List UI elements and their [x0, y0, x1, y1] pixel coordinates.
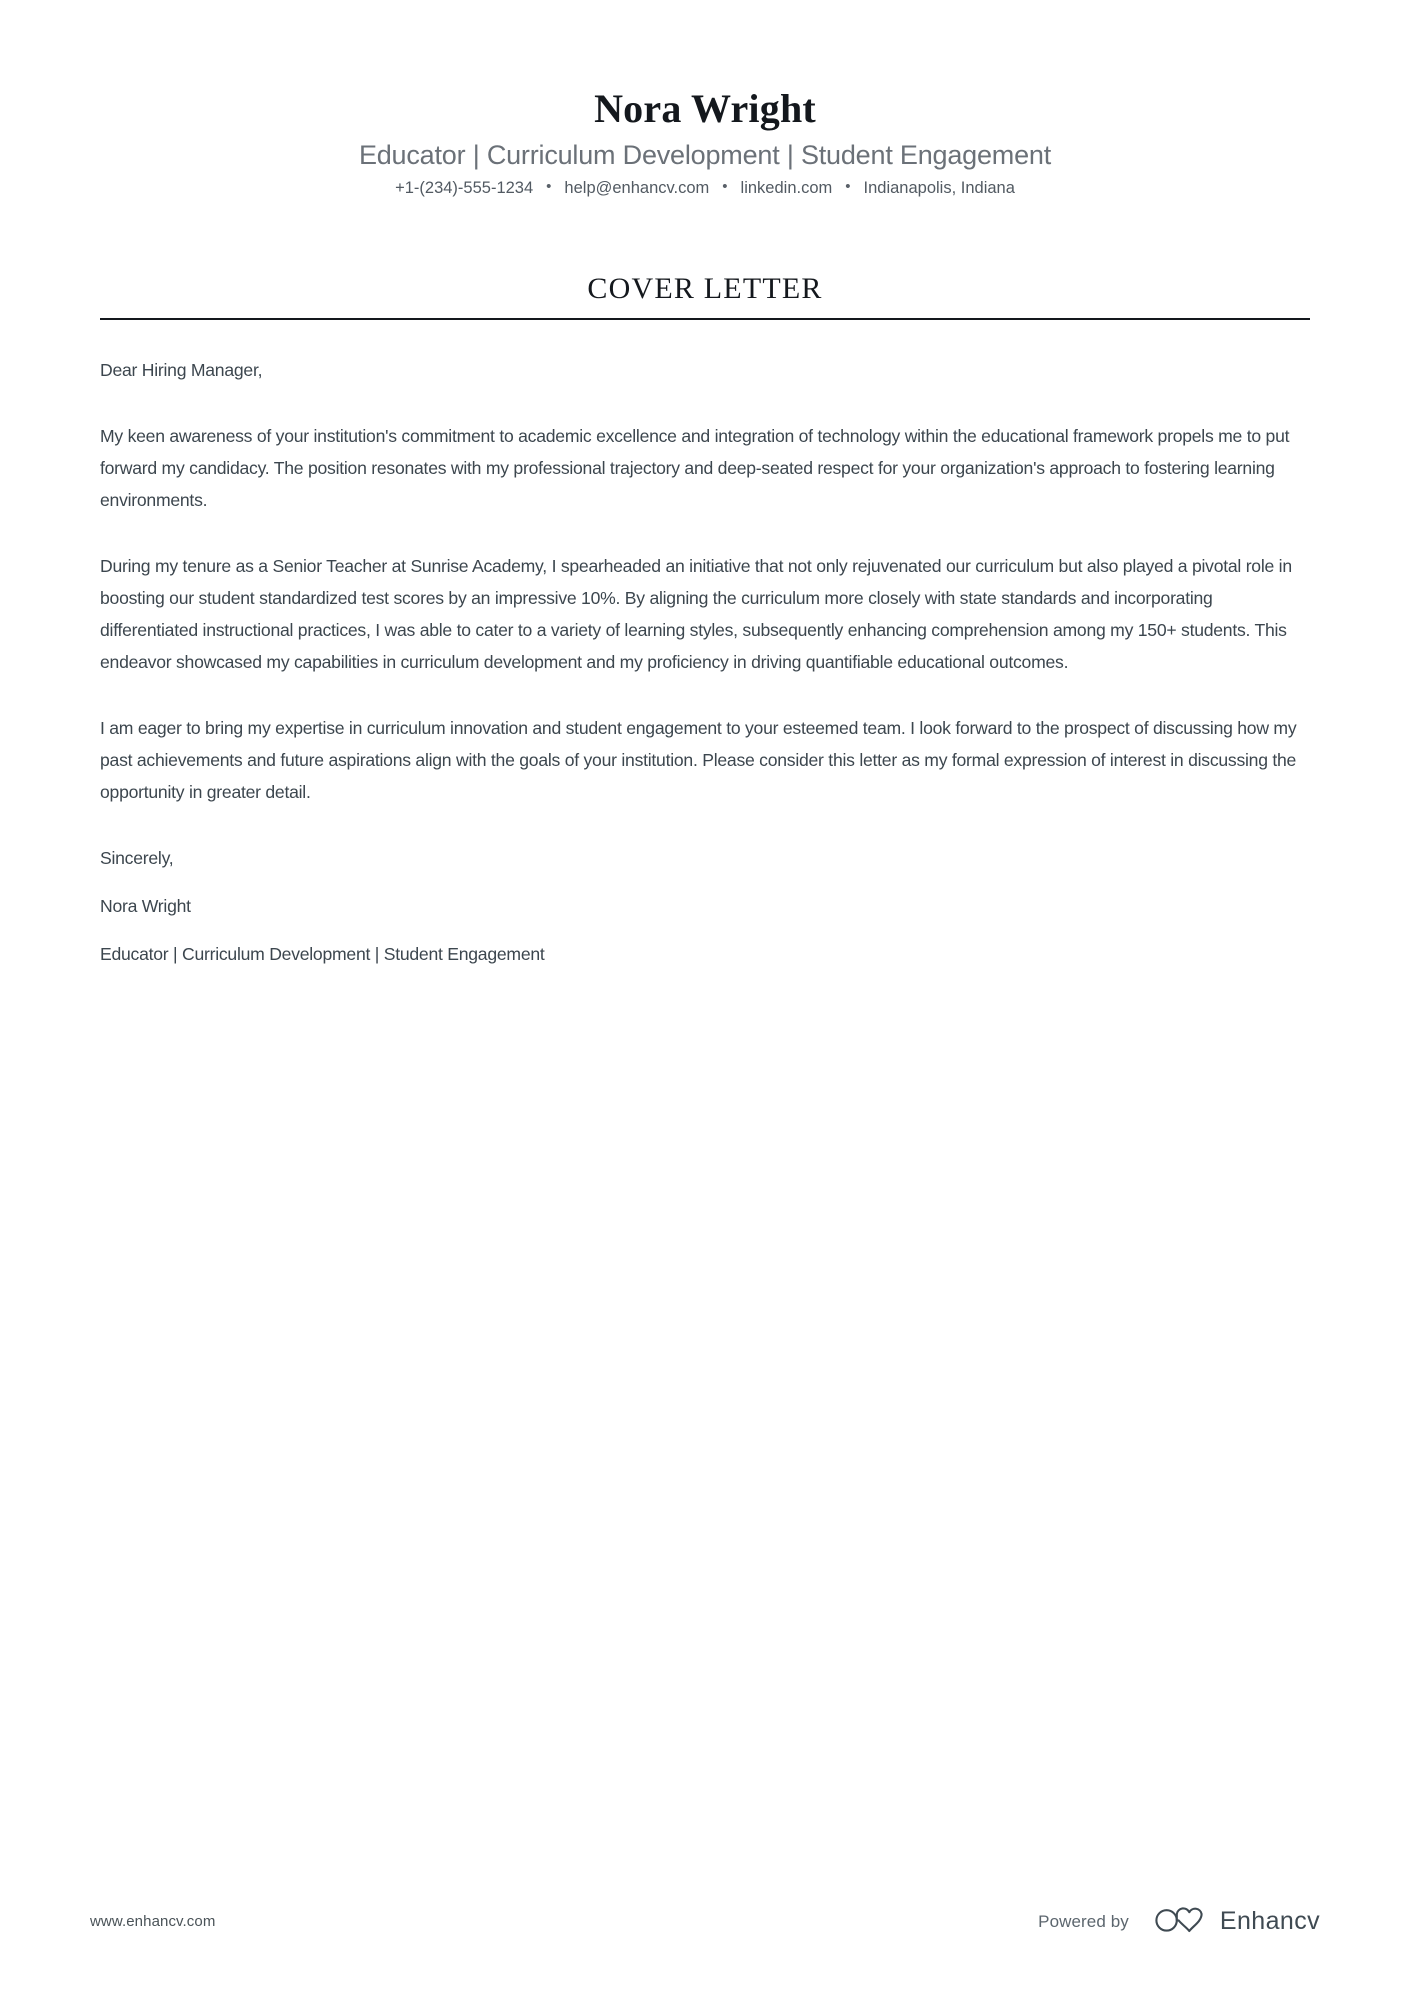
enhancv-wordmark: Enhancv — [1219, 1907, 1320, 1935]
signature-title: Educator | Curriculum Development | Student Engagement — [100, 944, 545, 964]
contact-email[interactable]: help@enhancv.com — [564, 179, 710, 197]
section-divider — [100, 318, 1310, 320]
letter-paragraph: My keen awareness of your institution's commitment to academic excellence and integration of technology within the educational framework propels me to put forward my candidacy. The position resonates with my professional trajectory and deep-seated respect for your organization's approach to fostering learning environments. — [100, 426, 1290, 510]
candidate-headline: Educator | Curriculum Development | Student Engagement — [358, 140, 1052, 170]
contact-linkedin[interactable]: linkedin.com — [740, 179, 833, 197]
letter-paragraph: I am eager to bring my expertise in curriculum innovation and student engagement to your esteemed team. I look forward to the prospect of discussing how my past achievements and future aspirations align with the goals of your institution. Please consider this letter as my formal expression of interest in discussing the opportunity in greater detail. — [100, 718, 1297, 802]
cover-letter-section-header — [0, 271, 1410, 320]
powered-by-label: Powered by — [1038, 1911, 1129, 1931]
contact-separator-icon: • — [546, 178, 552, 195]
letter-header — [0, 0, 1410, 199]
page-footer — [0, 1904, 1410, 1939]
contact-location: Indianapolis, Indiana — [863, 179, 1015, 197]
section-title: COVER LETTER — [587, 272, 823, 305]
candidate-name: Nora Wright — [594, 86, 816, 131]
enhancv-brand[interactable] — [1153, 1904, 1320, 1939]
powered-by-block — [1038, 1904, 1320, 1939]
letter-body — [0, 354, 1410, 970]
enhancv-logo-icon — [1153, 1904, 1207, 1939]
contact-row — [0, 177, 1410, 199]
footer-website-link[interactable]: www.enhancv.com — [90, 1913, 216, 1930]
signature-name: Nora Wright — [100, 896, 191, 916]
contact-separator-icon: • — [845, 178, 851, 195]
letter-salutation: Dear Hiring Manager, — [100, 360, 263, 380]
letter-closing: Sincerely, — [100, 848, 174, 868]
letter-paragraph: During my tenure as a Senior Teacher at Sunrise Academy, I spearheaded an initiative that not only rejuvenated our curriculum but also played a pivotal role in boosting our student standardized test scores by an impressive 10%. By aligning the curriculum more closely with state standards and incorporating differentiated instructional practices, I was able to cater to a variety of learning styles, subsequently enhancing comprehension among my 150+ students. This endeavor showcased my capabilities in curriculum development and my proficiency in driving quantifiable educational outcomes. — [100, 556, 1292, 672]
contact-phone: +1-(234)-555-1234 — [395, 179, 534, 197]
contact-separator-icon: • — [722, 178, 728, 195]
